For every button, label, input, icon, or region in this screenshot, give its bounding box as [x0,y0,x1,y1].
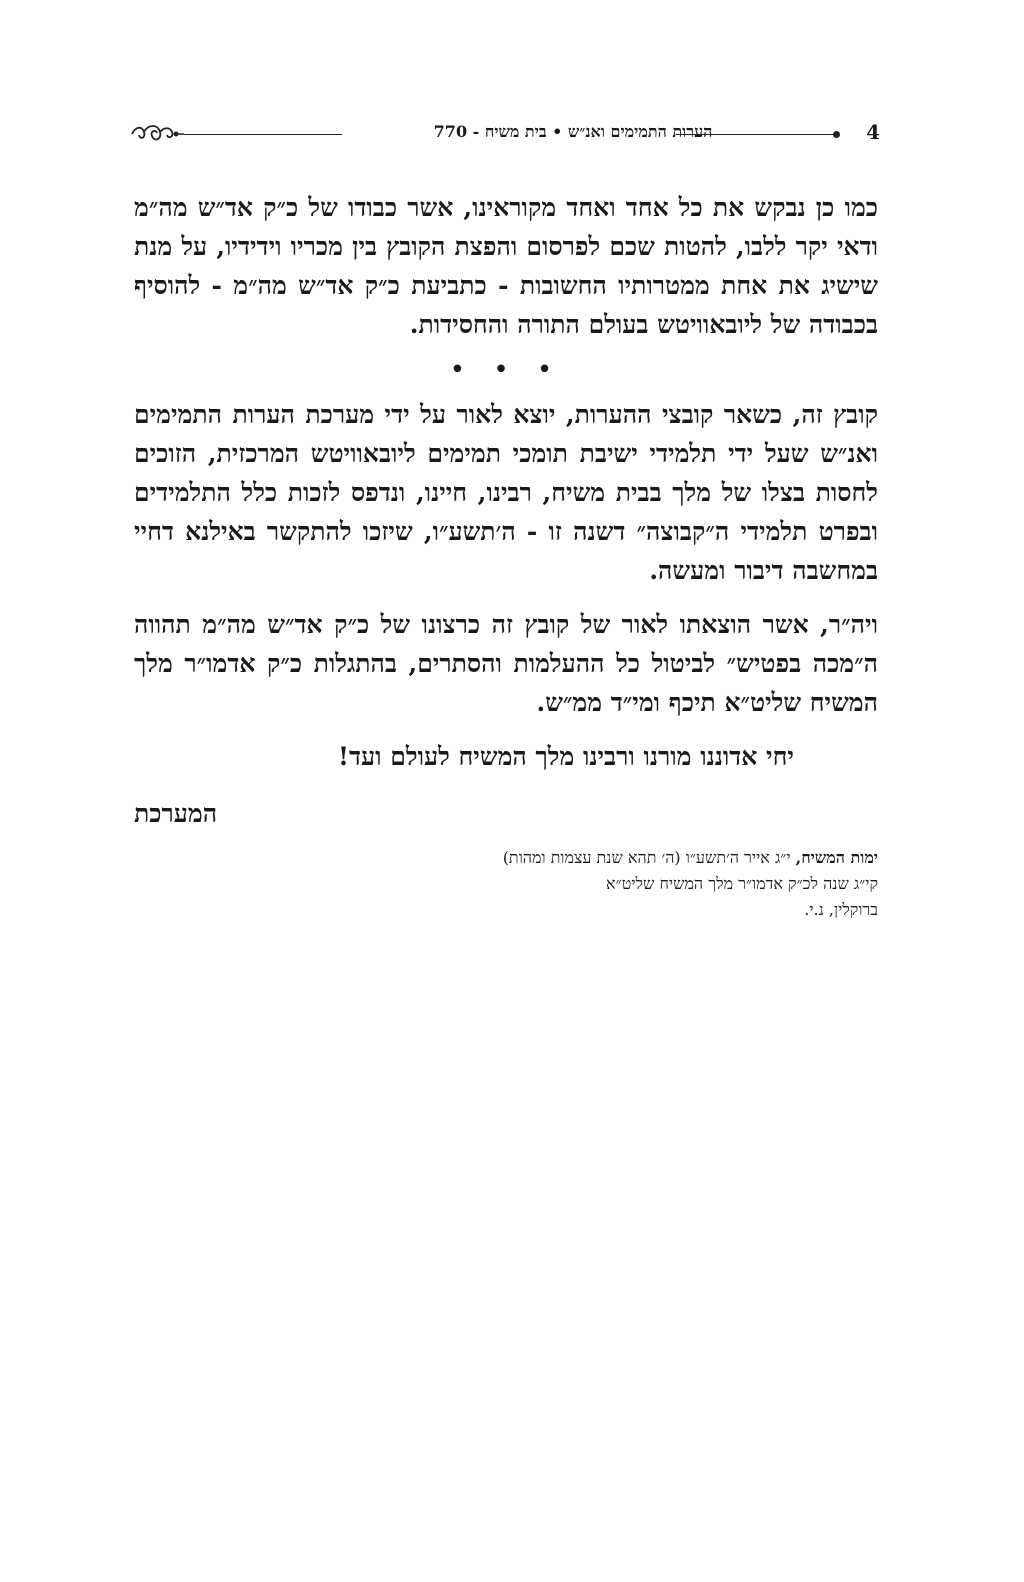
dateline [134,845,878,923]
paragraph-2: קובץ זה, כשאר קובצי ההערות, יוצא לאור על ידי מערכת הערות התמימים ואנ״ש שעל ידי תלמידי ישיבת תומכי תמימים ליובאוויטש המרכזית, הזוכים לחסות בצלו של מלך בבית משיח, רבינו, חיינו, ונדפס לזכות כלל התלמידים ובפרט תלמידי ה״קבוצה״ דשנה זו - ה׳תשע״ו, שיזכו להתקשר באילנא דחיי במחשבה דיבור ומעשה. [134,400,878,585]
dateline-era: ימות המשיח, [795,848,878,867]
motto: יחי אדוננו מורנו ורבינו מלך המשיח לעולם ועד! [338,742,794,771]
ornament-icon [128,118,184,150]
dateline-line-2: קי״ג שנה לכ״ק אדמו״ר מלך המשיח שליט״א [606,874,878,893]
dateline-date: י״ג אייר ה׳תשע״ו (ה׳ תהא שנת עצמות ומהות) [502,848,796,867]
paragraph-1: כמו כן נבקש את כל אחד ואחד מקוראינו, אשר כבודו של כ״ק אד״ש מה״מ ודאי יקר ללבו, להטות שכם לפרסום והפצת הקובץ בין מכריו וידידיו, על מנת שישיג את אחת ממטרותיו החשובות - כתביעת כ״ק אד״ש מה״מ - להוסיף בכבודה של ליובאוויטש בעולם התורה והחסידות. [134,193,878,339]
dateline-line-3: ברוקלין, נ.י. [804,900,878,919]
body-text [134,188,878,923]
running-title: הערות התמימים ואנ״ש • בית משיח - 770 [433,122,713,141]
page-header [128,118,880,154]
dateline-line-1 [134,845,878,871]
signature: המערכת [134,799,218,828]
section-separator: • • • [449,355,563,385]
page-number: 4 [866,120,880,144]
paragraph-3: ויה״ר, אשר הוצאתו לאור של קובץ זה כרצונו של כ״ק אד״ש מה״מ תהווה ה״מכה בפטיש״ לביטול כל ההעלמות והסתרים, בהתגלות כ״ק אדמו״ר מלך המשיח שליט״א תיכף ומי״ד ממ״ש. [134,610,878,717]
header-rule-left [184,134,342,135]
